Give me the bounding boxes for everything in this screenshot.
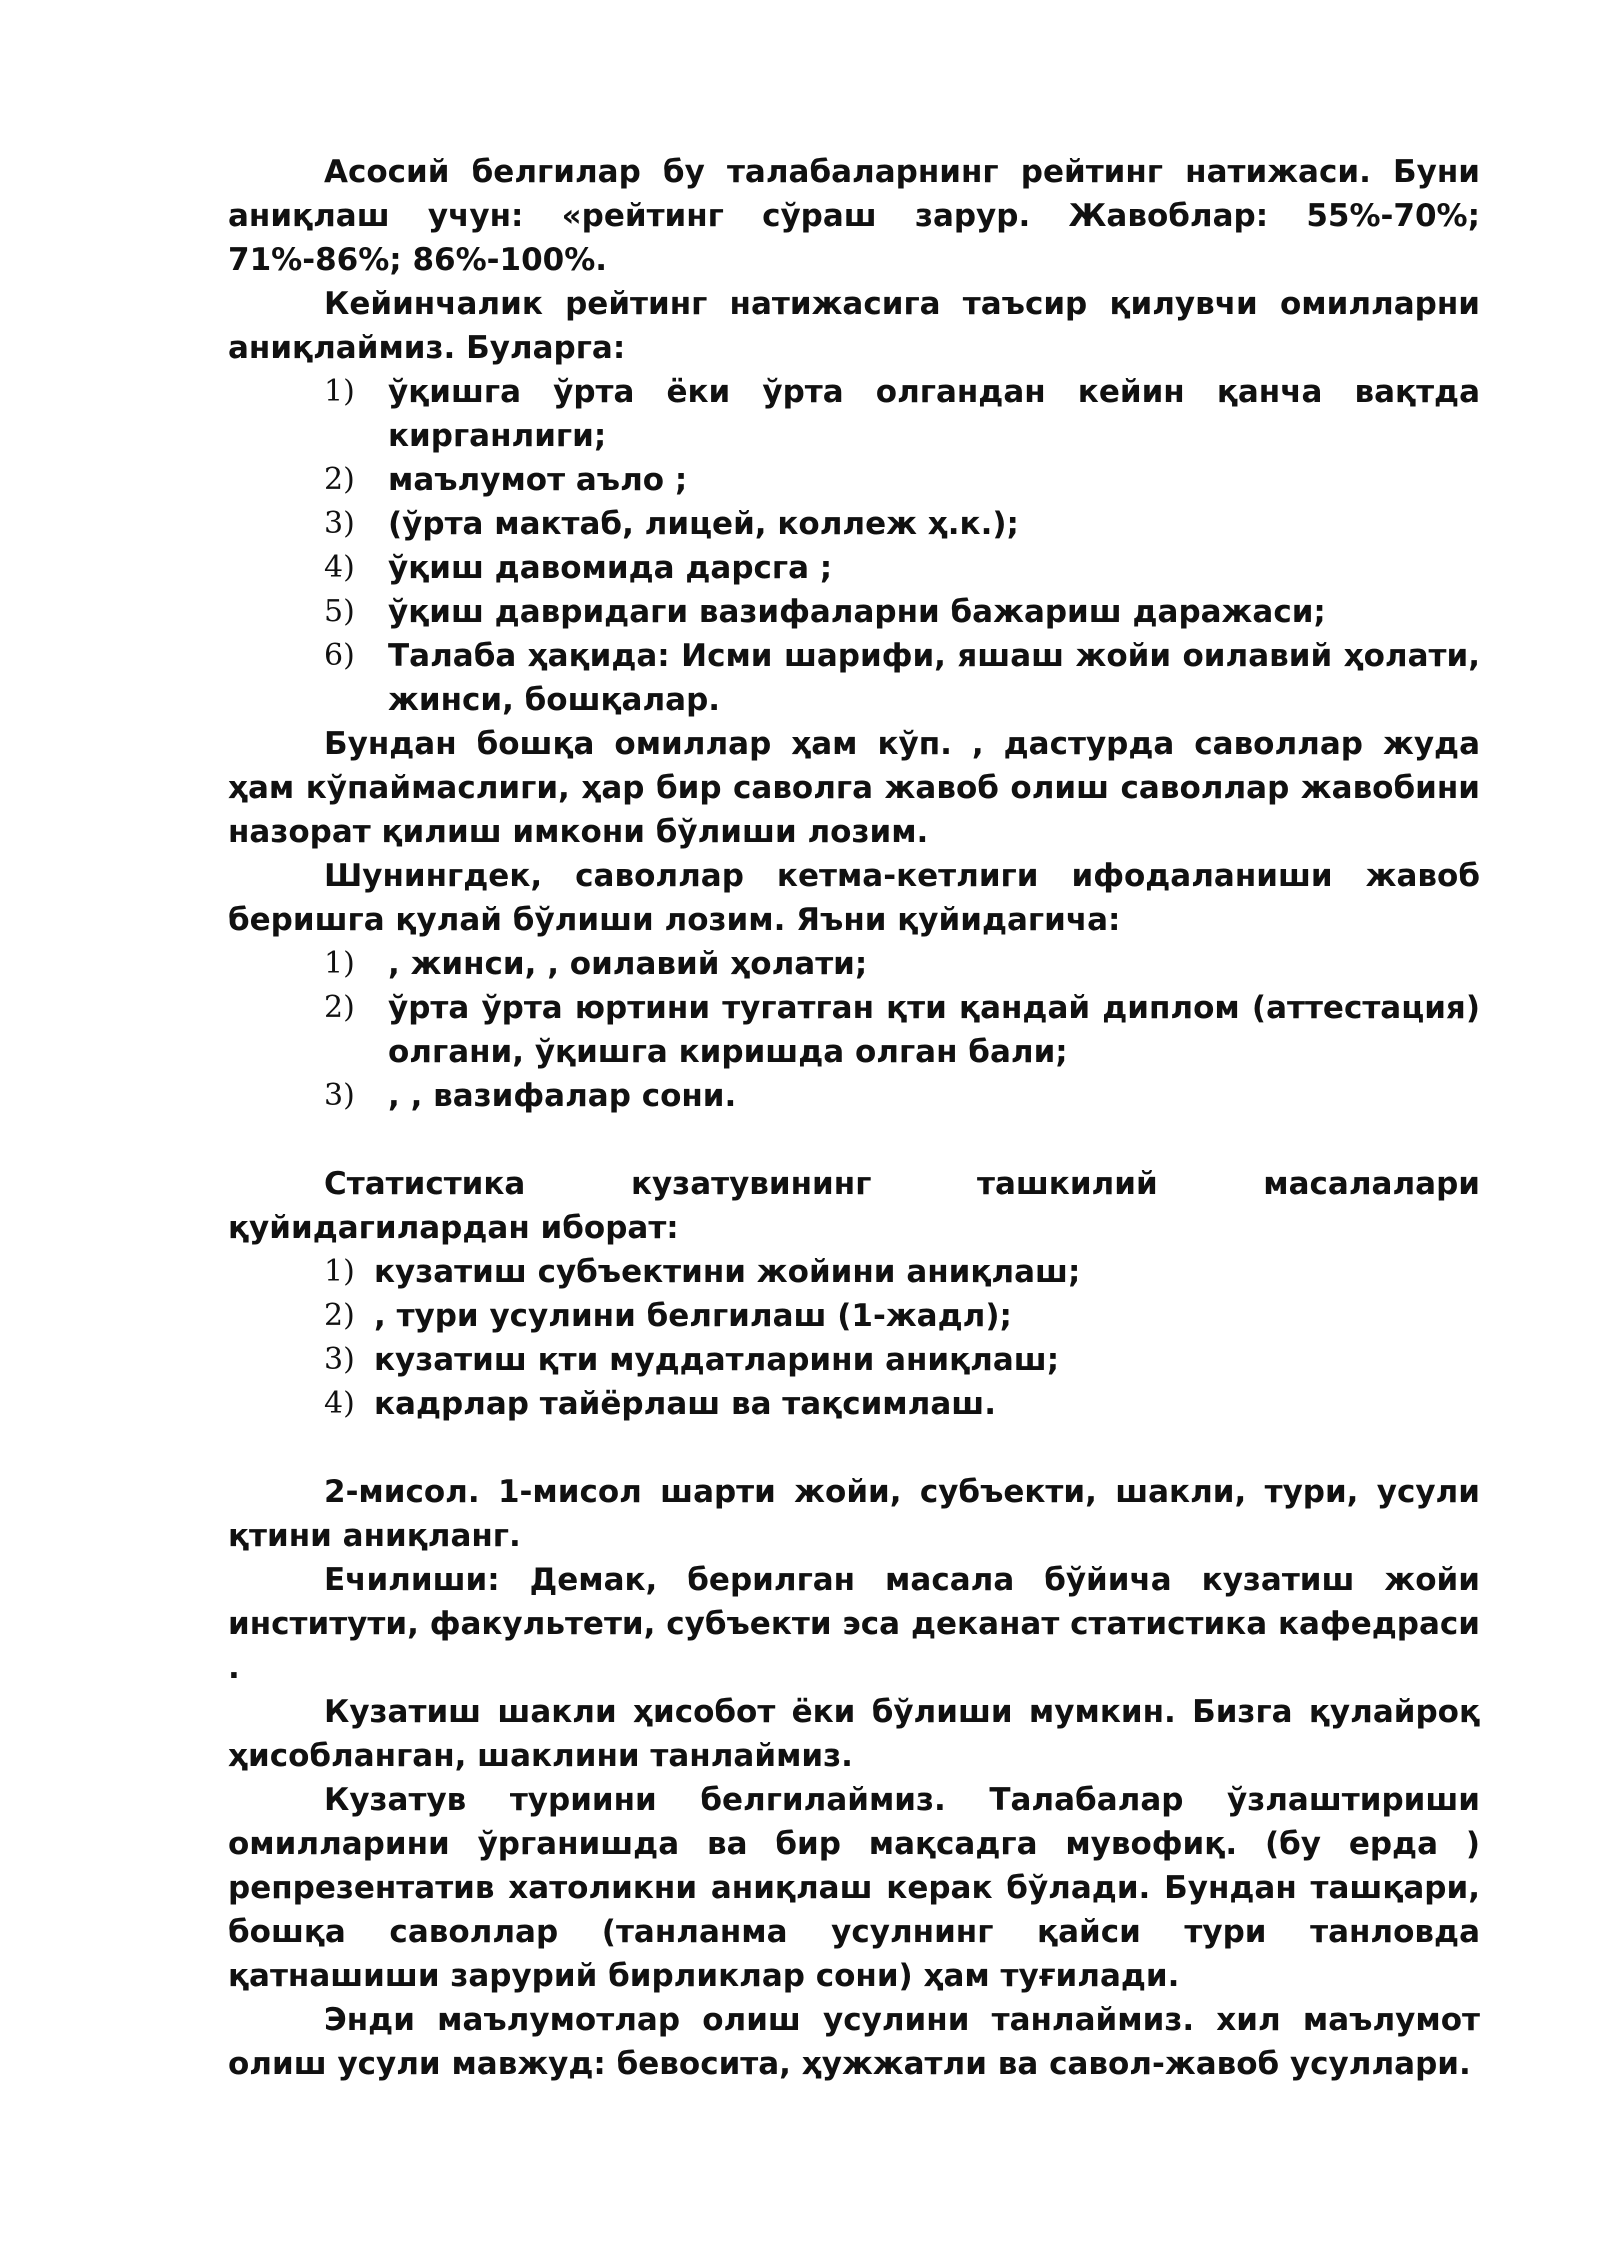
paragraph-other-factors: Бундан бошқа омиллар ҳам кўп. , дастурда саволлар жуда ҳам кўпаймаслиги, ҳар бир саволга жавоб олиш саволлар жавобини назорат қилиш имкони бўлиши лозим. <box>228 726 1480 850</box>
paragraph-observation-type: Кузатув туриини белгилаймиз. Талабалар ўзлаштириши омилларини ўрганишда ва бир мақсадга мувофиқ. (бу ерда ) репрезентатив хатоликни аниқлаш керак бўлади. Бундан ташқари, бошқа саволлар (танланма усулнинг қайси тури танловда қатнашиши зарурий бирликлар сони) ҳам туғилади. <box>228 1782 1480 1994</box>
paragraph-organizational-issues: Статистика кузатувининг ташкилий масалалари қуйидагилардан иборат: <box>228 1166 1480 1246</box>
list-item-number: 2) <box>324 1298 355 1333</box>
rating-factors-list <box>228 370 1480 722</box>
paragraph-solution: Ечилиши: Демак, берилган масала бўйича кузатиш жойи институти, факультети, субъекти эса деканат статистика кафедраси . <box>228 1562 1480 1686</box>
paragraph-rating-result: Асосий белгилар бу талабаларнинг рейтинг натижаси. Буни аниқлаш учун: «рейтинг сўраш зарур. Жавоблар: 55%-70%; 71%-86%; 86%-100%. <box>228 154 1480 278</box>
list-item <box>324 986 1480 1074</box>
list-item-number: 3) <box>324 506 355 541</box>
list-item <box>324 1294 1480 1338</box>
list-item-number: 3) <box>324 1078 355 1113</box>
paragraph-observation-form: Кузатиш шакли ҳисобот ёки бўлиши мумкин. Бизга қулайроқ ҳисобланган, шаклини танлаймиз. <box>228 1694 1480 1774</box>
paragraph-question-order: Шунингдек, саволлар кетма-кетлиги ифодаланиши жавоб беришга қулай бўлиши лозим. Яъни қуйидагича: <box>228 858 1480 938</box>
list-item <box>324 1382 1480 1426</box>
list-item <box>324 502 1480 546</box>
list-item-text: ўқиш давомида дарсга ; <box>388 550 833 586</box>
list-item-text: Талаба ҳақида: Исми шарифи, яшаш жойи оилавий ҳолати, жинси, бошқалар. <box>388 638 1480 718</box>
paragraph-rating-factors-intro: Кейинчалик рейтинг натижасига таъсир қилувчи омилларни аниқлаймиз. Буларга: <box>228 286 1480 366</box>
list-item-text: , , вазифалар сони. <box>388 1078 737 1114</box>
list-item-number: 5) <box>324 594 355 629</box>
list-item <box>324 634 1480 722</box>
list-item-text: ўқишга ўрта ёки ўрта олгандан кейин қанча вақтда кирганлиги; <box>388 374 1480 454</box>
list-item <box>324 590 1480 634</box>
list-item-number: 1) <box>324 1254 355 1289</box>
list-item-text: ўрта ўрта юртини тугатган қти қандай диплом (аттестация) олгани, ўқишга киришда олган бали; <box>388 990 1480 1070</box>
list-item-number: 2) <box>324 462 355 497</box>
list-item-text: , жинси, , оилавий ҳолати; <box>388 946 868 982</box>
organizational-issues-list <box>228 1250 1480 1426</box>
list-item-number: 4) <box>324 550 355 585</box>
paragraph-example-2: 2-мисол. 1-мисол шарти жойи, субъекти, шакли, тури, усули қтини аниқланг. <box>228 1474 1480 1554</box>
list-item-text: (ўрта мактаб, лицей, коллеж ҳ.к.); <box>388 506 1019 542</box>
list-item <box>324 1250 1480 1294</box>
document-page <box>228 150 1480 2086</box>
list-item <box>324 942 1480 986</box>
list-item <box>324 1338 1480 1382</box>
blank-line <box>228 1118 1480 1162</box>
question-order-list <box>228 942 1480 1118</box>
list-item-number: 4) <box>324 1386 355 1421</box>
list-item-number: 6) <box>324 638 355 673</box>
list-item <box>324 1074 1480 1118</box>
list-item-number: 3) <box>324 1342 355 1377</box>
paragraph-data-methods: Энди маълумотлар олиш усулини танлаймиз. хил маълумот олиш усули мавжуд: бевосита, ҳужжатли ва савол-жавоб усуллари. <box>228 2002 1480 2082</box>
list-item-number: 2) <box>324 990 355 1025</box>
blank-line <box>228 1426 1480 1470</box>
list-item-text: маълумот аъло ; <box>388 462 688 498</box>
list-item-text: , тури усулини белгилаш (1-жадл); <box>374 1298 1012 1334</box>
list-item <box>324 458 1480 502</box>
list-item-text: ўқиш давридаги вазифаларни бажариш даражаси; <box>388 594 1326 630</box>
list-item-number: 1) <box>324 374 355 409</box>
list-item-text: кадрлар тайёрлаш ва тақсимлаш. <box>374 1386 996 1422</box>
list-item-number: 1) <box>324 946 355 981</box>
list-item-text: кузатиш қти муддатларини аниқлаш; <box>374 1342 1060 1378</box>
list-item <box>324 546 1480 590</box>
list-item <box>324 370 1480 458</box>
list-item-text: кузатиш субъектини жойини аниқлаш; <box>374 1254 1081 1290</box>
